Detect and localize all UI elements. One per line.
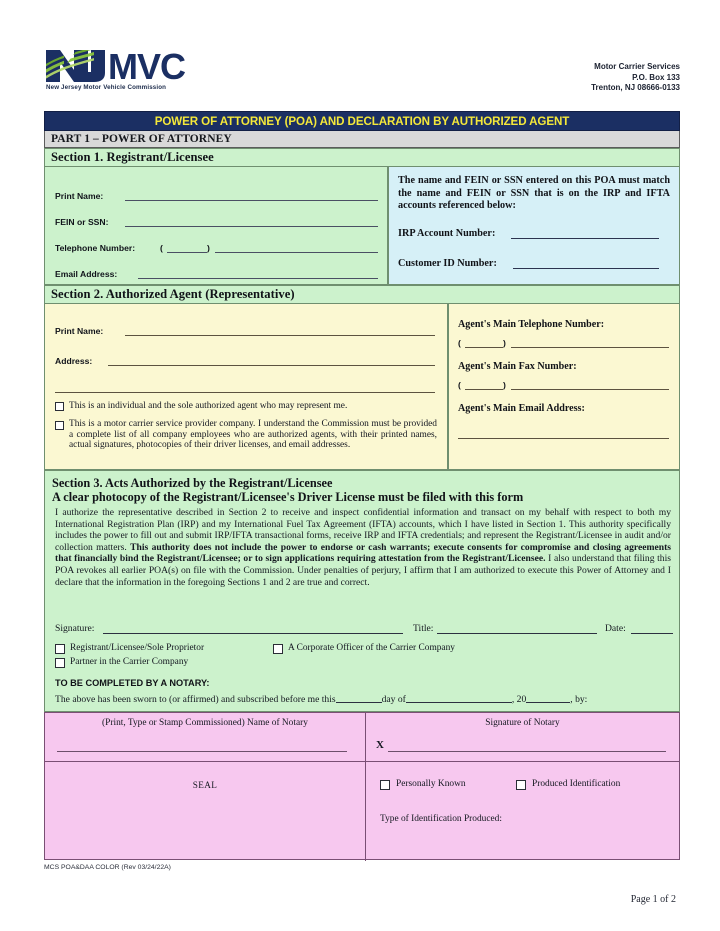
njmvc-logo xyxy=(44,46,254,98)
label-agent-main-fax: Agent's Main Fax Number: xyxy=(458,361,577,372)
agent-phone-open-paren: ( xyxy=(458,338,461,348)
input-signature[interactable] xyxy=(103,633,403,634)
address-line-3: Trenton, NJ 08666-0133 xyxy=(591,83,680,92)
input-agent-fax-areacode[interactable] xyxy=(465,389,503,390)
input-notary-name[interactable] xyxy=(57,751,347,752)
label-agent-print-name: Print Name: xyxy=(55,326,104,336)
input-customer-id-number[interactable] xyxy=(513,268,659,269)
section-3 xyxy=(44,470,680,712)
notary-sworn-line xyxy=(55,693,587,705)
input-date[interactable] xyxy=(631,633,673,634)
label-agent-main-email: Agent's Main Email Address: xyxy=(458,403,585,414)
checkbox-personally-known-label: Personally Known xyxy=(396,779,466,789)
input-agent-address-1[interactable] xyxy=(108,365,435,366)
svg-text:MVC: MVC xyxy=(108,46,185,86)
notary-heading: TO BE COMPLETED BY A NOTARY: xyxy=(55,678,210,688)
label-title: Title: xyxy=(413,623,434,634)
checkbox-partner-carrier-company-label: Partner in the Carrier Company xyxy=(70,657,189,667)
signature-x-mark: X xyxy=(376,739,384,751)
address-line-2: P.O. Box 133 xyxy=(632,72,680,82)
label-telephone-number: Telephone Number: xyxy=(55,243,136,253)
section-1-account-note xyxy=(388,167,680,285)
section-2-agent-contact xyxy=(448,304,680,470)
input-agent-address-2[interactable] xyxy=(55,392,435,393)
section-3-heading-line-1: Section 3. Acts Authorized by the Registrant/Licensee xyxy=(52,476,333,490)
checkbox-sole-agent-label: This is an individual and the sole authorized agent who may represent me. xyxy=(69,401,348,411)
auth-text-part-2: I also understand that filing this POA revokes all earlier POA(s) on file with the Commission. Under penalties of perjury, I affirm that I am authorized to execute this Power of Attorney and I declare that the information in the foregoing Sections 1 and 2 are true and correct. xyxy=(55,553,671,588)
notary-text-d: , by: xyxy=(570,694,588,705)
label-print-name: Print Name: xyxy=(55,191,104,201)
input-notary-month[interactable] xyxy=(406,693,512,703)
notary-signature-cell xyxy=(366,713,679,761)
label-irp-account-number: IRP Account Number: xyxy=(398,228,496,239)
form-revision-code: MCS POA&DAA COLOR (Rev 03/24/22A) xyxy=(44,864,171,871)
agent-fax-close-paren: ) xyxy=(503,380,506,390)
notary-table xyxy=(44,712,680,860)
input-agent-print-name[interactable] xyxy=(125,335,435,336)
notary-text-c: , 20 xyxy=(511,694,527,705)
section-1-heading: Section 1. Registrant/Licensee xyxy=(44,148,680,167)
page-number: Page 1 of 2 xyxy=(630,894,676,905)
auth-text-part-1: I authorize the representative described in Section 2 to receive and inspect confidential information and transact on my behalf with respect to both my International Registration Plan (IRP) and my International Fuel Tax Agreement (IFTA) accounts, which I have listed in Section 1. This authority specifically includes the power to fill out and submit IRP/IFTA transactional forms, receive IRP and IFTA credentials; and represent the Registrant/Licensee in audit and/or collection matters. xyxy=(55,507,671,553)
input-agent-email[interactable] xyxy=(458,438,669,439)
label-email-address: Email Address: xyxy=(55,269,118,279)
input-telephone-number[interactable] xyxy=(215,252,378,253)
checkbox-corporate-officer[interactable] xyxy=(273,644,283,654)
part-1-bar: PART 1 – POWER OF ATTORNEY xyxy=(44,131,680,148)
section-3-heading-line-2: A clear photocopy of the Registrant/Licensee's Driver License must be filed with this form xyxy=(52,490,524,504)
label-signature: Signature: xyxy=(55,623,95,634)
phone-close-paren: ) xyxy=(207,243,210,253)
input-print-name[interactable] xyxy=(125,200,378,201)
office-address xyxy=(591,62,680,94)
section-2-fields xyxy=(44,304,448,470)
input-irp-account-number[interactable] xyxy=(511,238,659,239)
checkbox-personally-known[interactable] xyxy=(380,780,390,790)
label-fein-or-ssn: FEIN or SSN: xyxy=(55,217,109,227)
input-notary-day[interactable] xyxy=(336,693,382,703)
address-line-1: Motor Carrier Services xyxy=(594,62,680,71)
label-customer-id-number: Customer ID Number: xyxy=(398,258,497,269)
input-agent-fax-number[interactable] xyxy=(511,389,669,390)
notary-text-a: The above has been sworn to (or affirmed) and subscribed before me this xyxy=(55,694,336,705)
agent-fax-open-paren: ( xyxy=(458,380,461,390)
document-header xyxy=(44,46,680,104)
input-notary-year[interactable] xyxy=(526,693,570,703)
form-title-bar: POWER OF ATTORNEY (POA) AND DECLARATION BY AUTHORIZED AGENT xyxy=(44,111,680,131)
label-type-of-identification: Type of Identification Produced: xyxy=(380,814,502,824)
phone-open-paren: ( xyxy=(160,243,163,253)
seal-label: SEAL xyxy=(192,780,218,790)
checkbox-registrant-sole-proprietor-label: Registrant/Licensee/Sole Proprietor xyxy=(70,643,205,653)
checkbox-service-provider-label: This is a motor carrier service provider company. I understand the Commission must be provided a complete list of all company employees who are authorized agents, with their printed names, actual signatures, photocopies of their driver licenses, and email addresses. xyxy=(69,419,437,451)
notary-name-cell xyxy=(45,713,365,761)
input-telephone-areacode[interactable] xyxy=(167,252,207,253)
notary-name-header: (Print, Type or Stamp Commissioned) Name of Notary xyxy=(102,718,308,728)
label-agent-main-telephone: Agent's Main Telephone Number: xyxy=(458,319,605,330)
notary-signature-header: Signature of Notary xyxy=(485,718,560,728)
checkbox-produced-identification-label: Produced Identification xyxy=(532,779,621,789)
checkbox-registrant-sole-proprietor[interactable] xyxy=(55,644,65,654)
checkbox-sole-agent[interactable] xyxy=(55,402,64,411)
checkbox-partner-carrier-company[interactable] xyxy=(55,658,65,668)
input-agent-phone-number[interactable] xyxy=(511,347,669,348)
section-2-heading: Section 2. Authorized Agent (Representative) xyxy=(44,285,680,304)
logo-subtitle: New Jersey Motor Vehicle Commission xyxy=(46,84,167,91)
section-3-authorization-text xyxy=(55,507,671,588)
input-title[interactable] xyxy=(437,633,597,634)
notary-seal-cell xyxy=(45,762,365,860)
auth-text-bold: This authority does not include the power to endorse or cash warrants; execute consents for compromise and closing agreements that financially bind the Registrant/Licensee; or to sign applications requiring attestation from the Registrant/Licensee. xyxy=(55,541,672,565)
input-agent-phone-areacode[interactable] xyxy=(465,347,503,348)
notary-identification-cell xyxy=(366,762,679,860)
notary-text-b: day of xyxy=(381,694,406,705)
njmvc-logo-icon xyxy=(44,46,214,86)
input-notary-signature[interactable] xyxy=(388,751,666,752)
checkbox-corporate-officer-label: A Corporate Officer of the Carrier Company xyxy=(288,643,455,653)
label-date: Date: xyxy=(605,623,626,634)
input-email-address[interactable] xyxy=(138,278,378,279)
input-fein-or-ssn[interactable] xyxy=(125,226,378,227)
label-agent-address: Address: xyxy=(55,356,93,366)
checkbox-service-provider[interactable] xyxy=(55,421,64,430)
account-match-note: The name and FEIN or SSN entered on this POA must match the name and FEIN or SSN that is on the IRP and IFTA accounts referenced below: xyxy=(398,175,670,212)
section-1-fields xyxy=(44,167,388,285)
checkbox-produced-identification[interactable] xyxy=(516,780,526,790)
agent-phone-close-paren: ) xyxy=(503,338,506,348)
